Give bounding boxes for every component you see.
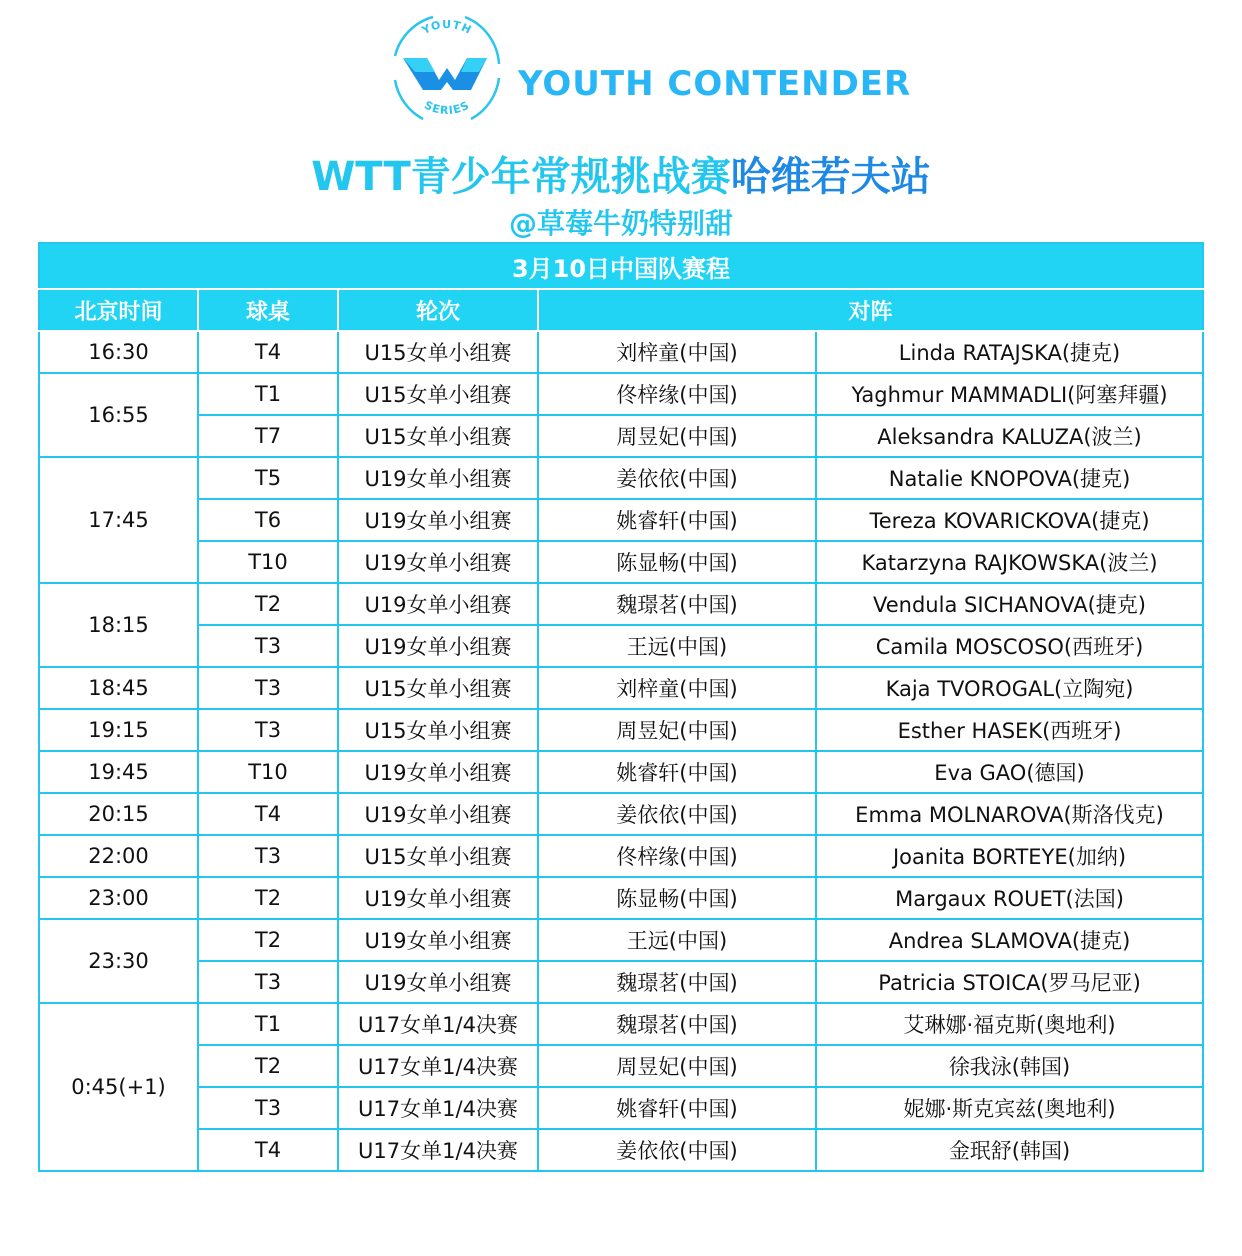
svg-text:SERIES [422, 98, 472, 117]
player-cell: 佟梓缘(中国) [538, 373, 816, 415]
author-handle: @草莓牛奶特别甜 [508, 207, 733, 240]
col-header-matchup: 对阵 [538, 289, 1203, 331]
opponent-cell: Eva GAO(德国) [816, 751, 1203, 793]
table-row [39, 331, 1203, 373]
table-row [39, 499, 1203, 541]
opponent-cell: 艾琳娜·福克斯(奥地利) [816, 1003, 1203, 1045]
table-cell: T3 [198, 709, 338, 751]
round-cell: U19女单小组赛 [338, 541, 538, 583]
table-cell: T2 [198, 583, 338, 625]
table-row [39, 961, 1203, 1003]
time-cell: 16:55 [39, 373, 198, 457]
table-row [39, 415, 1203, 457]
time-cell: 16:30 [39, 331, 198, 373]
opponent-cell: Katarzyna RAJKOWSKA(波兰) [816, 541, 1203, 583]
round-cell: U19女单小组赛 [338, 919, 538, 961]
table-cell: T7 [198, 415, 338, 457]
opponent-cell: Yaghmur MAMMADLI(阿塞拜疆) [816, 373, 1203, 415]
opponent-cell: Tereza KOVARICKOVA(捷克) [816, 499, 1203, 541]
player-cell: 陈显畅(中国) [538, 541, 816, 583]
logo-arc-top-text: YOUTH [419, 17, 474, 38]
opponent-cell: Aleksandra KALUZA(波兰) [816, 415, 1203, 457]
table-caption: 3月10日中国队赛程 [39, 243, 1203, 289]
table-row [39, 667, 1203, 709]
table-row [39, 583, 1203, 625]
player-cell: 姜依依(中国) [538, 1129, 816, 1171]
col-header-time: 北京时间 [39, 289, 198, 331]
table-row [39, 625, 1203, 667]
player-cell: 魏璟茗(中国) [538, 1003, 816, 1045]
round-cell: U19女单小组赛 [338, 625, 538, 667]
round-cell: U15女单小组赛 [338, 331, 538, 373]
opponent-cell: Emma MOLNAROVA(斯洛伐克) [816, 793, 1203, 835]
brand-name: YOUTH CONTENDER [518, 64, 912, 104]
table-cell: T4 [198, 331, 338, 373]
schedule-table [38, 242, 1204, 1172]
player-cell: 魏璟茗(中国) [538, 961, 816, 1003]
player-cell: 佟梓缘(中国) [538, 835, 816, 877]
round-cell: U15女单小组赛 [338, 373, 538, 415]
table-cell: T3 [198, 835, 338, 877]
round-cell: U19女单小组赛 [338, 961, 538, 1003]
player-cell: 周昱妃(中国) [538, 1045, 816, 1087]
table-row [39, 1087, 1203, 1129]
table-cell: T3 [198, 961, 338, 1003]
opponent-cell: Kaja TVOROGAL(立陶宛) [816, 667, 1203, 709]
player-cell: 王远(中国) [538, 625, 816, 667]
col-header-table: 球桌 [198, 289, 338, 331]
time-cell: 0:45(+1) [39, 1003, 198, 1171]
player-cell: 姜依依(中国) [538, 457, 816, 499]
table-cell: T2 [198, 877, 338, 919]
table-row [39, 1045, 1203, 1087]
round-cell: U17女单1/4决赛 [338, 1087, 538, 1129]
opponent-cell: Esther HASEK(西班牙) [816, 709, 1203, 751]
time-cell: 20:15 [39, 793, 198, 835]
opponent-cell: 妮娜·斯克宾兹(奥地利) [816, 1087, 1203, 1129]
table-row [39, 541, 1203, 583]
table-cell: T2 [198, 1045, 338, 1087]
table-cell: T6 [198, 499, 338, 541]
table-row [39, 835, 1203, 877]
round-cell: U19女单小组赛 [338, 751, 538, 793]
table-cell: T3 [198, 1087, 338, 1129]
opponent-cell: Margaux ROUET(法国) [816, 877, 1203, 919]
col-header-round: 轮次 [338, 289, 538, 331]
time-cell: 17:45 [39, 457, 198, 583]
time-cell: 19:15 [39, 709, 198, 751]
opponent-cell: Patricia STOICA(罗马尼亚) [816, 961, 1203, 1003]
round-cell: U19女单小组赛 [338, 793, 538, 835]
opponent-cell: Joanita BORTEYE(加纳) [816, 835, 1203, 877]
opponent-cell: Camila MOSCOSO(西班牙) [816, 625, 1203, 667]
round-cell: U17女单1/4决赛 [338, 1129, 538, 1171]
round-cell: U15女单小组赛 [338, 835, 538, 877]
table-row [39, 1129, 1203, 1171]
player-cell: 魏璟茗(中国) [538, 583, 816, 625]
page-title [0, 145, 1242, 202]
title-part2: 哈维若夫站 [730, 154, 931, 200]
table-cell: T10 [198, 541, 338, 583]
round-cell: U19女单小组赛 [338, 499, 538, 541]
svg-text:YOUTH [419, 18, 474, 38]
round-cell: U15女单小组赛 [338, 415, 538, 457]
round-cell: U19女单小组赛 [338, 877, 538, 919]
time-cell: 23:30 [39, 919, 198, 1003]
player-cell: 刘梓童(中国) [538, 331, 816, 373]
round-cell: U19女单小组赛 [338, 457, 538, 499]
player-cell: 周昱妃(中国) [538, 415, 816, 457]
opponent-cell: 金珉舒(韩国) [816, 1129, 1203, 1171]
time-cell: 22:00 [39, 835, 198, 877]
table-cell: T4 [198, 793, 338, 835]
table-cell: T2 [198, 919, 338, 961]
table-row [39, 793, 1203, 835]
round-cell: U19女单小组赛 [338, 583, 538, 625]
player-cell: 周昱妃(中国) [538, 709, 816, 751]
time-cell: 23:00 [39, 877, 198, 919]
table-row [39, 709, 1203, 751]
opponent-cell: Natalie KNOPOVA(捷克) [816, 457, 1203, 499]
time-cell: 18:45 [39, 667, 198, 709]
time-cell: 18:15 [39, 583, 198, 667]
wtt-youth-series-logo [383, 6, 511, 134]
round-cell: U15女单小组赛 [338, 667, 538, 709]
schedule-body [39, 331, 1203, 1171]
title-part1: WTT青少年常规挑战赛 [311, 154, 731, 200]
table-row [39, 751, 1203, 793]
time-cell: 19:45 [39, 751, 198, 793]
table-row [39, 1003, 1203, 1045]
round-cell: U15女单小组赛 [338, 709, 538, 751]
player-cell: 陈显畅(中国) [538, 877, 816, 919]
table-cell: T1 [198, 1003, 338, 1045]
table-cell: T10 [198, 751, 338, 793]
table-cell: T3 [198, 625, 338, 667]
opponent-cell: Vendula SICHANOVA(捷克) [816, 583, 1203, 625]
logo-arc-bottom-text: SERIES [422, 98, 472, 118]
table-cell: T4 [198, 1129, 338, 1171]
header [0, 0, 1242, 242]
round-cell: U17女单1/4决赛 [338, 1045, 538, 1087]
round-cell: U17女单1/4决赛 [338, 1003, 538, 1045]
opponent-cell: Linda RATAJSKA(捷克) [816, 331, 1203, 373]
table-cell: T3 [198, 667, 338, 709]
table-cell: T5 [198, 457, 338, 499]
table-row [39, 457, 1203, 499]
player-cell: 王远(中国) [538, 919, 816, 961]
player-cell: 姜依依(中国) [538, 793, 816, 835]
player-cell: 姚睿轩(中国) [538, 751, 816, 793]
table-row [39, 877, 1203, 919]
opponent-cell: Andrea SLAMOVA(捷克) [816, 919, 1203, 961]
opponent-cell: 徐我泳(韩国) [816, 1045, 1203, 1087]
table-row [39, 373, 1203, 415]
player-cell: 姚睿轩(中国) [538, 499, 816, 541]
table-row [39, 919, 1203, 961]
player-cell: 姚睿轩(中国) [538, 1087, 816, 1129]
player-cell: 刘梓童(中国) [538, 667, 816, 709]
table-cell: T1 [198, 373, 338, 415]
